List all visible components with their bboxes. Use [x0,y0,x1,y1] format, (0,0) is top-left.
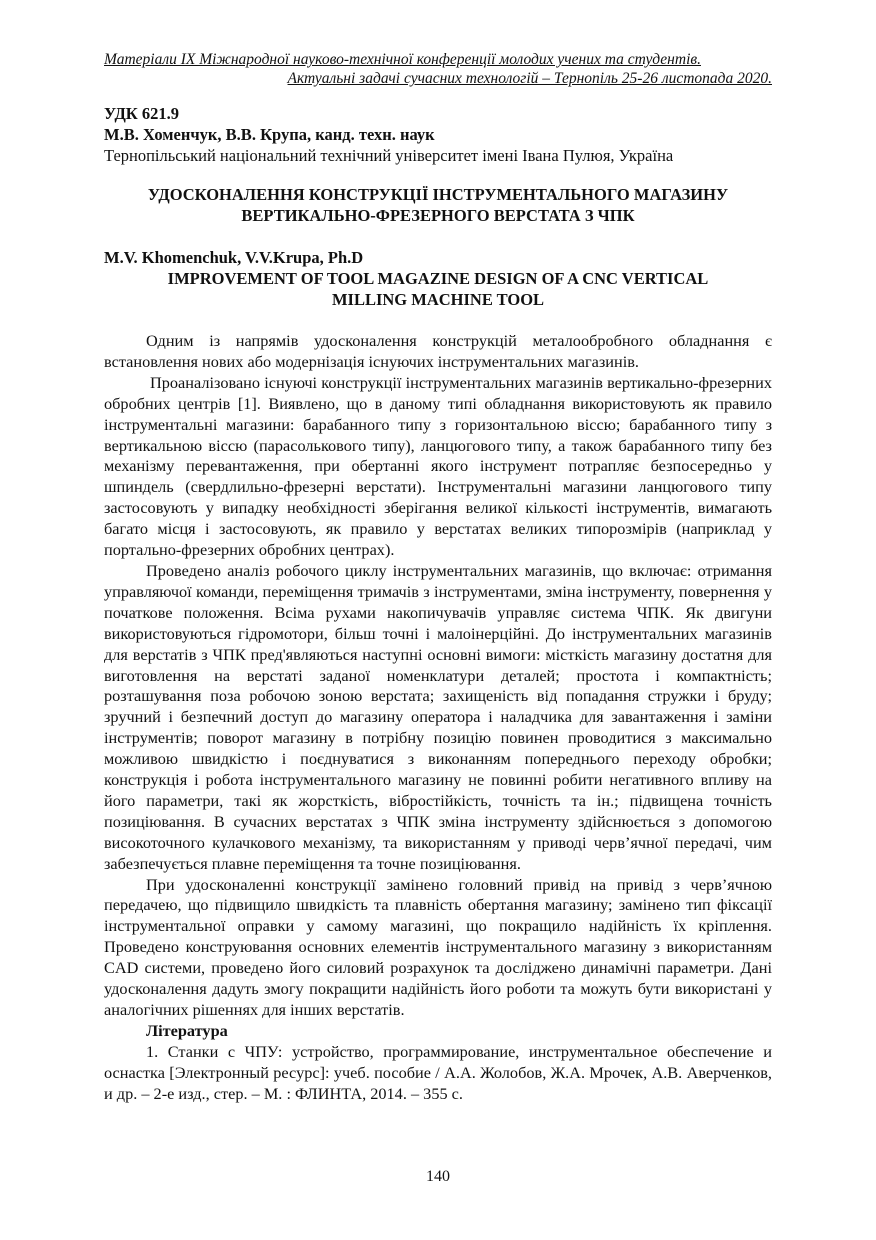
authors-uk: М.В. Хоменчук, В.В. Крупа, канд. техн. наук [104,125,435,144]
body-paragraph-2: Проаналізовано існуючі конструкції інструментальних магазинів вертикально-фрезерних обробних центрів [1]. Виявлено, що в даному типі обладнання використовують як правило інструментальні магазини: барабанного типу з горизонтальною віссю; барабанного типу з вертикальною віссю (парасолькового типу), ланцюгового типу, а також барабанного типу без механізму перевантаження, при обертанні якого інструмент потрапляє безпосередньо у шпиндель (свердлильно-фрезерні верстати). Інструментальні магазини ланцюгового типу застосовують у випадку необхідності зберігання великої кількості інструментів, вимагають багато місця і застосовують, як правило у верстатах великих типорозмірів (наприклад у портально-фрезерних обробних центрах). [104,372,772,560]
article-title-uk-line-1: УДОСКОНАЛЕННЯ КОНСТРУКЦІЇ ІНСТРУМЕНТАЛЬНОГО МАГАЗИНУ [147,185,729,204]
references-heading: Література [146,1020,228,1040]
body-paragraph-1: Одним із напрямів удосконалення конструкцій металообробного обладнання є встановлення нових або модернізація існуючих інструментальних магазинів. [104,331,772,371]
article-title-en-line-2: MILLING MACHINE TOOL [331,290,545,309]
body-paragraph-3: Проведено аналіз робочого циклу інструментальних магазинів, що включає: отримання управляючої команди, переміщення тримачів з інструментами, зміна інструменту, повернення у початкове положення. Всіма рухами накопичувачів управляє система ЧПК. Як двигуни використовуються гідромотори, більш точні і малоінерційні. До інструментальних магазинів для верстатів з ЧПК пред'являються наступні основні вимоги: місткість магазину достатня для виготовлення на верстаті заданої номенклатури деталей; простота і компактність; розташування поза робочою зоною верстата; захищеність від попадання стружки і бруду; зручний і безпечний доступ до магазину оператора і наладчика для завантаження і заміни інструментів; поворот магазину в потрібну позицію повинен проводитися з максимально можливою швидкістю і поєднуватися з виконанням попереднього переходу обробки; конструкція і робота інструментального магазину не повинні робити негативного впливу на його параметри, такі як жорсткість, віброcтійкість, точність та ін.; підвищена точність позиціювання. В сучасних верстатах з ЧПК зміна інструменту здійснюється з допомогою високоточного кулачкового механізму, та використанням у приводі черв’ячної передачі, чим забезпечується плавне переміщення та точне позиціювання. [104,560,772,873]
udk-code: УДК 621.9 [104,104,180,123]
article-meta [104,103,772,166]
article-title-uk [104,184,772,226]
article-title-en-line-1: IMPROVEMENT OF TOOL MAGAZINE DESIGN OF A CNC VERTICAL [167,269,709,288]
running-header [104,50,772,88]
article-title-en [104,268,772,310]
running-header-line-2: Актуальні задачі сучасних технологій – Тернопіль 25-26 листопада 2020. [287,70,772,87]
article-body [104,331,772,1105]
body-paragraph-4: При удосконаленні конструкції замінено головний привід на привід з черв’ячною передачею, що підвищило швидкість та плавність обертання магазину; замінено тип фіксації інструментальної оправки у самому магазині, що покращило надійність їх кріплення. Проведено конструювання основних елементів інструментального магазину з використанням CAD системи, проведено його силовий розрахунок та досліджено динамічні параметри. Дані удосконалення дадуть змогу покращити надійність його роботи та можуть бути використані у аналогічних рішеннях для інших верстатів. [104,874,772,1019]
reference-item-1: 1. Станки с ЧПУ: устройство, программирование, инструментальное обеспечение и оснастка [Электронный ресурс]: учеб. пособие / А.А. Жолобов, Ж.А. Мрочек, А.В. Аверченков, и др. – 2-е изд., стер. – М. : ФЛИНТА, 2014. – 355 с. [104,1041,772,1103]
affiliation: Тернопільський національний технічний університет імені Івана Пулюя, Україна [104,146,674,165]
article-title-uk-line-2: ВЕРТИКАЛЬНО-ФРЕЗЕРНОГО ВЕРСТАТА З ЧПК [241,206,635,225]
authors-en: M.V. Khomenchuk, V.V.Krupa, Ph.D [104,248,364,267]
page-number: 140 [426,1168,450,1185]
running-header-line-1: Матеріали IX Міжнародної науково-технічної конференції молодих учених та студентів. [104,51,701,68]
